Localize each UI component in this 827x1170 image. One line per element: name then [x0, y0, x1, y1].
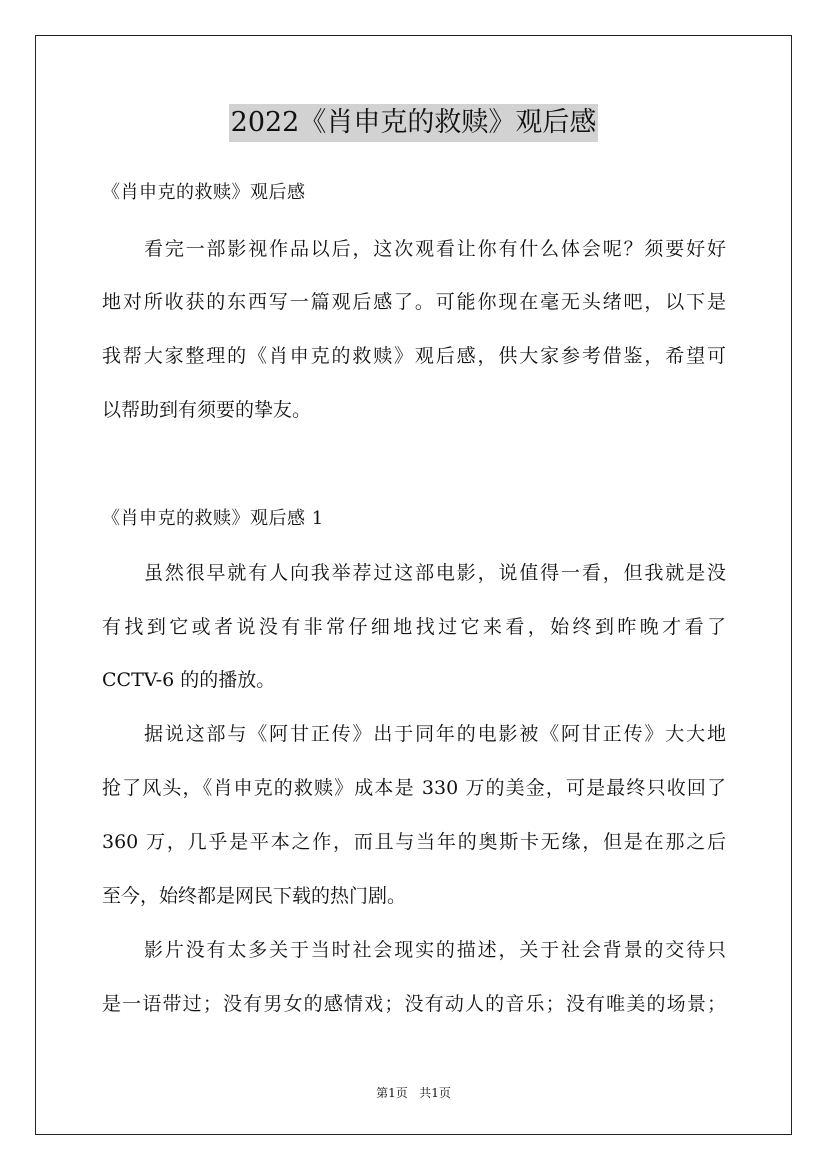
intro-line: 以帮助到有须要的挚友。 [102, 399, 312, 421]
title-container [0, 104, 827, 142]
intro-line: 看完一部影视作品以后，这次观看让你有什么体会呢？须要好好 [144, 238, 726, 260]
paragraph-line: CCTV-6 的的播放。 [102, 669, 276, 691]
footer-gap [408, 1086, 419, 1100]
section-heading: 《肖申克的救赎》观后感 1 [102, 508, 324, 529]
paragraph-line: 抢了风头，《肖申克的救赎》成本是 330 万的美金，可是最终只收回了 [102, 777, 726, 799]
paragraph-line: 有找到它或者说没有非常仔细地找过它来看，始终到昨晚才看了 [102, 616, 726, 638]
paragraph-line: 影片没有太多关于当时社会现实的描述，关于社会背景的交待只 [144, 939, 726, 961]
intro-line: 我帮大家整理的《肖申克的救赎》观后感，供大家参考借鉴，希望可 [102, 345, 726, 367]
paragraph-line: 据说这部与《阿甘正传》出于同年的电影被《阿甘正传》大大地 [144, 723, 726, 745]
page-number: 第1页 [376, 1086, 408, 1100]
paragraph-line: 至今，始终都是网民下载的热门剧。 [102, 885, 407, 907]
intro-line: 地对所收获的东西写一篇观后感了。可能你现在毫无头绪吧，以下是 [102, 291, 726, 313]
document-title: 2022《肖申克的救赎》观后感 [229, 104, 599, 142]
page-footer [0, 1084, 827, 1101]
page-total: 共1页 [419, 1086, 451, 1100]
paragraph-line: 360 万，几乎是平本之作，而且与当年的奥斯卡无缘，但是在那之后 [102, 831, 726, 853]
paragraph-line: 虽然很早就有人向我举荐过这部电影，说值得一看，但我就是没 [144, 562, 726, 584]
paragraph-line: 是一语带过；没有男女的感情戏；没有动人的音乐；没有唯美的场景； [102, 993, 726, 1015]
intro-heading: 《肖申克的救赎》观后感 [102, 182, 306, 203]
